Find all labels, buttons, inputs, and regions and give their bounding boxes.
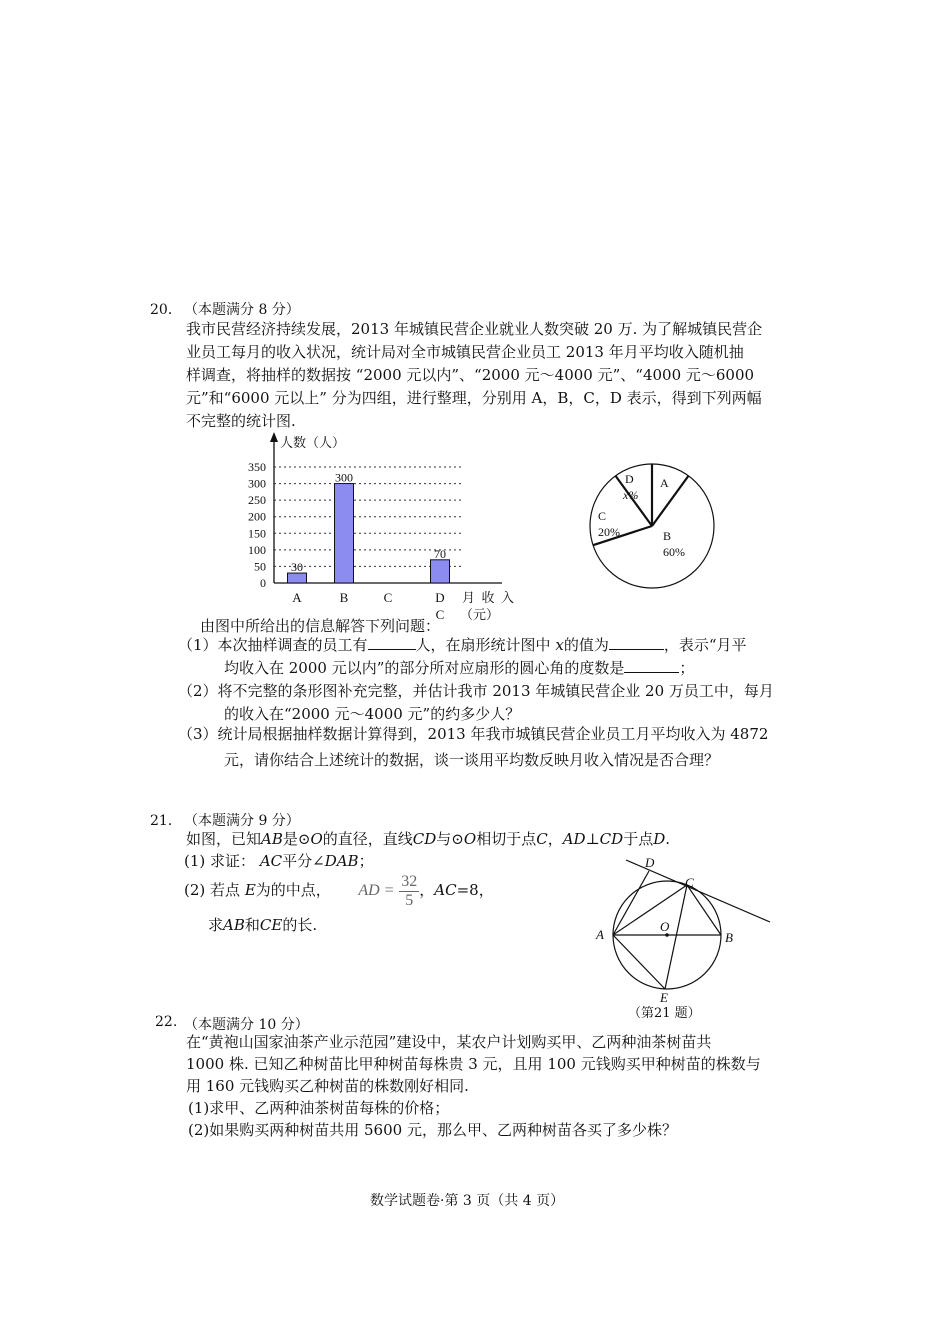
pie-value-B: 60% [663,545,685,559]
bar-D [431,560,450,583]
pie-label-B: B [663,529,672,543]
bar-chart [230,430,560,630]
pie-label-A: A [660,476,669,490]
label-e: E [660,990,668,1005]
q20-score: （本题满分 8 分） [184,302,300,318]
q21-part2-ask: 求AB和CE的长. [208,916,318,934]
bar-value-label: 30 [291,560,303,575]
x-axis-title: 月 收 入 [462,590,515,605]
circle-figure [590,850,780,1010]
q20-part2-line2: 的收入在“2000 元～4000 元”的约多少人？ [224,705,521,723]
pie-value-D: x% [623,488,639,502]
x-category-label: D [435,590,445,605]
q20-lead: 由图中所给出的信息解答下列问题： [200,617,441,635]
q20-part1-line1: （1）本次抽样调查的员工有 人，在扇形统计图中 x的值为 ，表示“月平 [178,636,747,654]
q21-score: （本题满分 9 分） [184,813,300,829]
x-category-label: C [383,590,393,605]
segment-cb [687,885,721,935]
q20-intro-line: 元”和“6000 元以上” 分为四组，进行整理，分别用 A，B，C，D 表示，得到下列两幅 [186,389,762,407]
label-o: O [660,919,670,934]
segment-ad [613,871,649,935]
bar-value-label: 70 [434,546,446,561]
pie-value-C: 20% [598,525,620,539]
q21-part1: (1) 求证： AC平分∠DAB； [184,852,374,870]
pie-label-C: C [598,509,607,523]
q20-intro-line: 我市民营经济持续发展，2013 年城镇民营企业就业人数突破 20 万. 为了解城镇民营企 [186,320,763,338]
y-tick-label: 100 [248,542,266,557]
q20-number: 20． [150,302,182,318]
q22-line: 1000 株. 已知乙种树苗比甲种树苗每株贵 3 元，且用 100 元钱购买甲种树苗的株数与 [186,1055,761,1073]
q22-score: （本题满分 10 分） [184,1017,309,1033]
q22-part1: (1)求甲、乙两种油茶树苗每株的价格； [188,1099,450,1117]
q20-intro-line: 样调查，将抽样的数据按 “2000 元以内”、“2000 元～4000 元”、“4000 元～6000 [186,366,755,384]
label-b: B [725,930,733,945]
q22-part2: (2)如果购买两种树苗共用 5600 元，那么甲、乙两种树苗各买了多少株？ [188,1121,677,1139]
y-axis-arrow [270,432,278,442]
x-category-label-extra: C [435,607,445,622]
pie-label-D: D [625,472,634,486]
q22-line: 在“黄袍山国家油茶产业示范园”建设中，某农户计划购买甲、乙两种油茶树苗共 [186,1033,712,1051]
y-tick-label: 350 [248,460,266,474]
label-d: D [645,855,655,870]
x-category-label: B [339,590,349,605]
y-axis-title: 人数（人） [280,435,346,450]
x-category-label: A [292,590,302,605]
y-tick-label: 300 [248,476,266,491]
fraction-32-5: $\frac{32}{5}$ [401,872,418,909]
pie-chart [585,458,725,598]
segment-ac [613,885,687,935]
label-c: C [685,875,694,890]
y-tick-label: 250 [248,493,266,508]
q20-part3-line2: 元，请你结合上述统计的数据，谈一谈用平均数反映月收入情况是否合理？ [224,751,720,769]
q21-part2: (2) 若点 E为的中点， AD = $\frac{32}{5}$ ，AC=8， [184,872,494,909]
q21-figure-caption: （第21 题） [628,1006,701,1021]
bar-B [335,484,354,583]
segment-ce [665,885,687,989]
q20-part3-line1: （3）统计局根据抽样数据计算得到，2013 年我市城镇民营企业员工月平均收入为 4872 [178,725,769,743]
q22-number: 22. [155,1014,178,1030]
page-footer: 数学试题卷·第 3 页（共 4 页） [370,1193,565,1209]
q20-intro-line: 不完整的统计图. [186,412,296,430]
x-axis-unit: （元） [460,607,500,622]
bar-value-label: 300 [335,470,353,485]
q20-part1-line2: 均收入在 2000 元以内”的部分所对应扇形的圆心角的度数是 ； [224,659,695,677]
q20-intro-line: 业员工每月的收入状况，统计局对全市城镇民营企业员工 2013 年月平均收入随机抽 [186,343,744,361]
q20-part2-line1: （2）将不完整的条形图补充完整，并估计我市 2013 年城镇民营企业 20 万员工中，每月 [178,682,774,700]
bar-A [288,573,307,583]
label-a: A [596,927,604,942]
y-tick-label: 50 [254,559,266,574]
q21-intro: 如图，已知AB是⊙O的直径，直线CD与⊙O相切于点C，AD⊥CD于点D. [186,830,671,848]
y-tick-label: 150 [248,526,266,541]
q21-number: 21． [150,813,182,829]
y-tick-label: 0 [260,576,266,590]
q22-line: 用 160 元钱购买乙种树苗的株数刚好相同. [186,1077,469,1095]
y-tick-label: 200 [248,509,266,524]
